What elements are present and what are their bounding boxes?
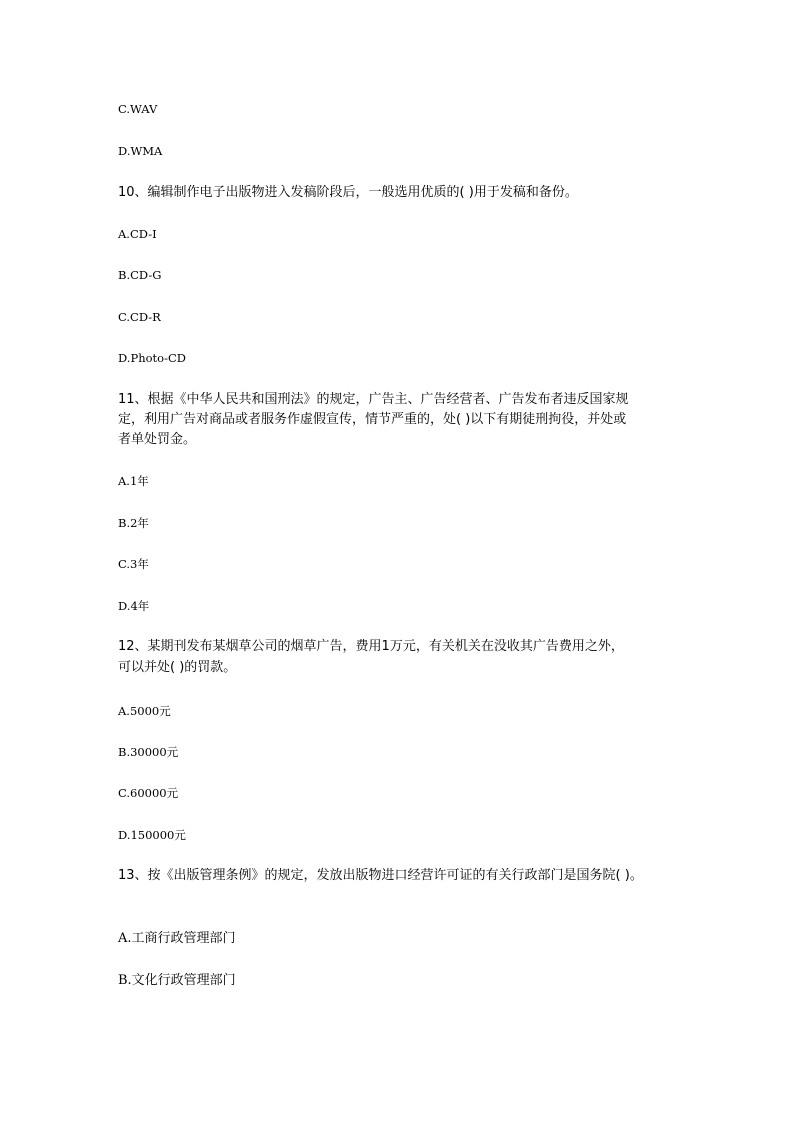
- question-12-line-1: 12、某期刊发布某烟草公司的烟草广告，费用1万元，有关机关在没收其广告费用之外，: [118, 639, 624, 654]
- q13-option-a: A.工商行政管理部门: [118, 931, 236, 946]
- option-c-wav: C.WAV: [118, 102, 158, 116]
- q13-option-b: B.文化行政管理部门: [118, 973, 236, 988]
- q10-option-a: A.CD-I: [118, 227, 157, 241]
- q10-option-b: B.CD-G: [118, 268, 162, 282]
- question-11-line-2: 定，利用广告对商品或者服务作虚假宣传，情节严重的，处( )以下有期徒刑拘役，并处或: [118, 412, 627, 427]
- q11-option-d: D.4年: [118, 599, 150, 613]
- q10-option-d: D.Photo-CD: [118, 351, 186, 365]
- question-11-line-1: 11、根据《中华人民共和国刑法》的规定，广告主、广告经营者、广告发布者违反国家规: [118, 392, 629, 407]
- question-12-line-2: 可以并处( )的罚款。: [118, 660, 237, 675]
- q12-option-c: C.60000元: [118, 786, 179, 800]
- question-13: 13、按《出版管理条例》的规定，发放出版物进口经营许可证的有关行政部门是国务院( )。: [118, 868, 643, 883]
- question-11-line-3: 者单处罚金。: [118, 432, 197, 447]
- q12-option-d: D.150000元: [118, 828, 186, 842]
- q11-option-b: B.2年: [118, 516, 149, 530]
- q10-option-c: C.CD-R: [118, 310, 161, 324]
- question-10: 10、编辑制作电子出版物进入发稿阶段后，一般选用优质的( )用于发稿和备份。: [118, 185, 578, 200]
- q12-option-b: B.30000元: [118, 745, 179, 759]
- option-d-wma: D.WMA: [118, 144, 163, 158]
- q11-option-c: C.3年: [118, 557, 149, 571]
- q12-option-a: A.5000元: [118, 704, 171, 718]
- q11-option-a: A.1年: [118, 474, 149, 488]
